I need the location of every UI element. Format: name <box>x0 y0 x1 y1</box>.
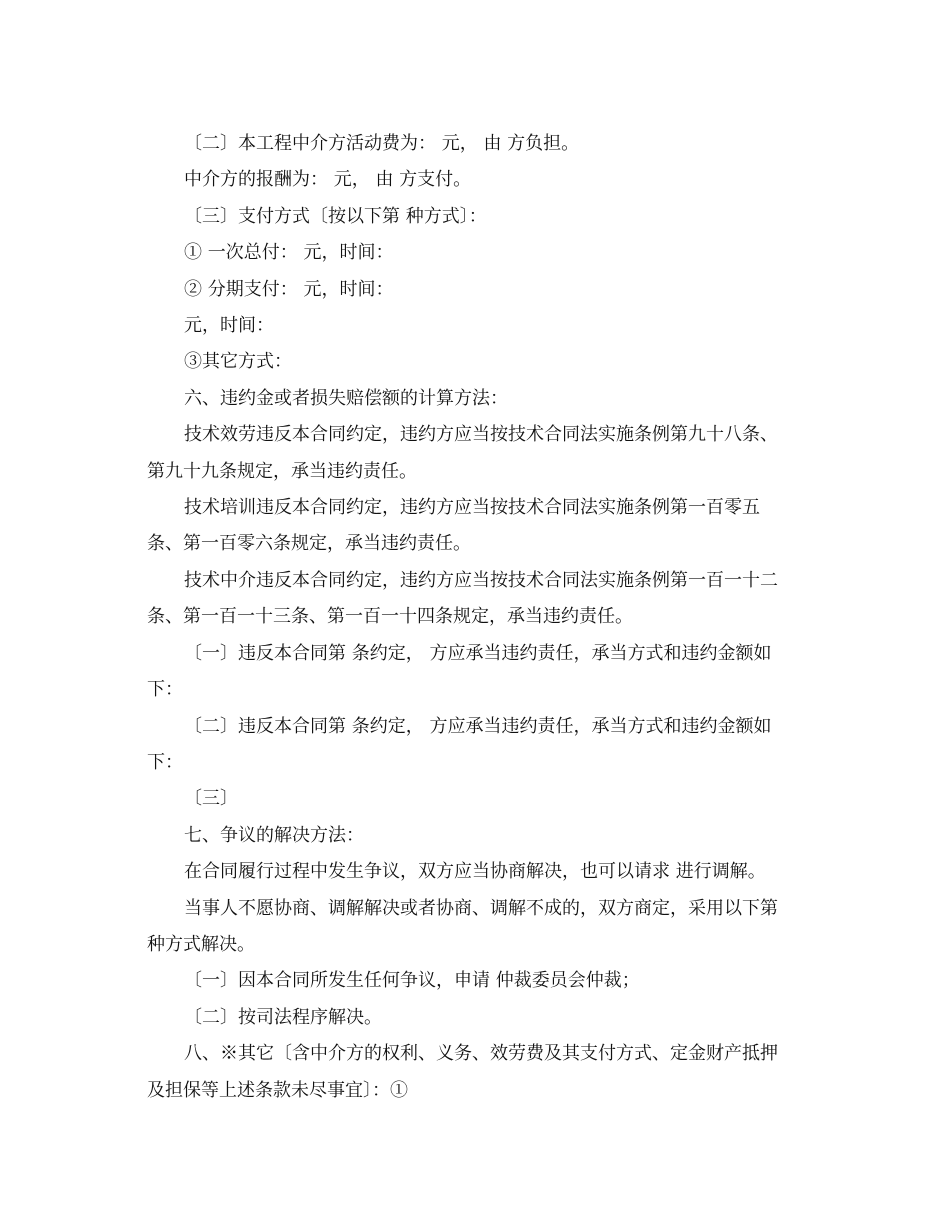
paragraph-technical-intermediary-line2: 条、第一百一十三条、第一百一十四条规定，承当违约责任。 <box>147 606 633 628</box>
paragraph-technical-intermediary-line1: 技术中介违反本合同约定，违约方应当按技术合同法实施条例第一百一十二 <box>184 569 778 591</box>
paragraph-intermediary-fee: 〔二〕本工程中介方活动费为： 元， 由 方负担。 <box>184 133 580 154</box>
paragraph-technical-training-line1: 技术培训违反本合同约定，违约方应当按技术合同法实施条例第一百零五 <box>184 497 760 519</box>
section-heading-other-line2: 及担保等上述条款未尽事宜〕：① <box>147 1079 408 1101</box>
paragraph-judicial: 〔二〕按司法程序解决。 <box>184 1006 382 1028</box>
paragraph-breach-two-line1: 〔二〕违反本合同第 条约定， 方应承当违约责任，承当方式和违约金额如 <box>184 715 772 737</box>
paragraph-payment-method: 〔三〕支付方式〔按以下第 种方式〕： <box>184 205 487 227</box>
paragraph-breach-three: 〔三〕 <box>184 788 238 810</box>
document-body <box>147 126 807 1109</box>
section-heading-other-line1: 八、※其它〔含中介方的权利、义务、效劳费及其支付方式、定金财产抵押 <box>184 1043 778 1065</box>
paragraph-intermediary-remuneration: 中介方的报酬为： 元， 由 方支付。 <box>184 169 472 191</box>
paragraph-dispute-options-line1: 当事人不愿协商、调解解决或者协商、调解不成的，双方商定，采用以下第 <box>184 897 778 919</box>
paragraph-dispute-options-line2: 种方式解决。 <box>147 933 255 955</box>
paragraph-installments: ② 分期支付： 元，时间： <box>184 278 394 300</box>
paragraph-breach-one-line2: 下： <box>147 679 183 701</box>
paragraph-technical-training-line2: 条、第一百零六条规定，承当违约责任。 <box>147 533 471 555</box>
paragraph-breach-two-line2: 下： <box>147 751 183 773</box>
paragraph-arbitration: 〔一〕因本合同所发生任何争议，申请 仲裁委员会仲裁； <box>184 970 640 992</box>
paragraph-technical-service-line2: 第九十九条规定，承当违约责任。 <box>147 460 417 482</box>
paragraph-other-method: ③其它方式： <box>184 351 292 373</box>
paragraph-lump-sum: ① 一次总付： 元，时间： <box>184 242 394 264</box>
paragraph-dispute-mediation: 在合同履行过程中发生争议，双方应当协商解决，也可以请求 进行调解。 <box>184 861 766 883</box>
paragraph-installment-time: 元，时间： <box>184 315 274 337</box>
section-heading-dispute: 七、争议的解决方法： <box>184 824 364 846</box>
paragraph-breach-one-line1: 〔一〕违反本合同第 条约定， 方应承当违约责任，承当方式和违约金额如 <box>184 642 772 664</box>
paragraph-technical-service-line1: 技术效劳违反本合同约定，违约方应当按技术合同法实施条例第九十八条、 <box>184 424 778 446</box>
section-heading-damages: 六、违约金或者损失赔偿额的计算方法： <box>184 387 508 409</box>
